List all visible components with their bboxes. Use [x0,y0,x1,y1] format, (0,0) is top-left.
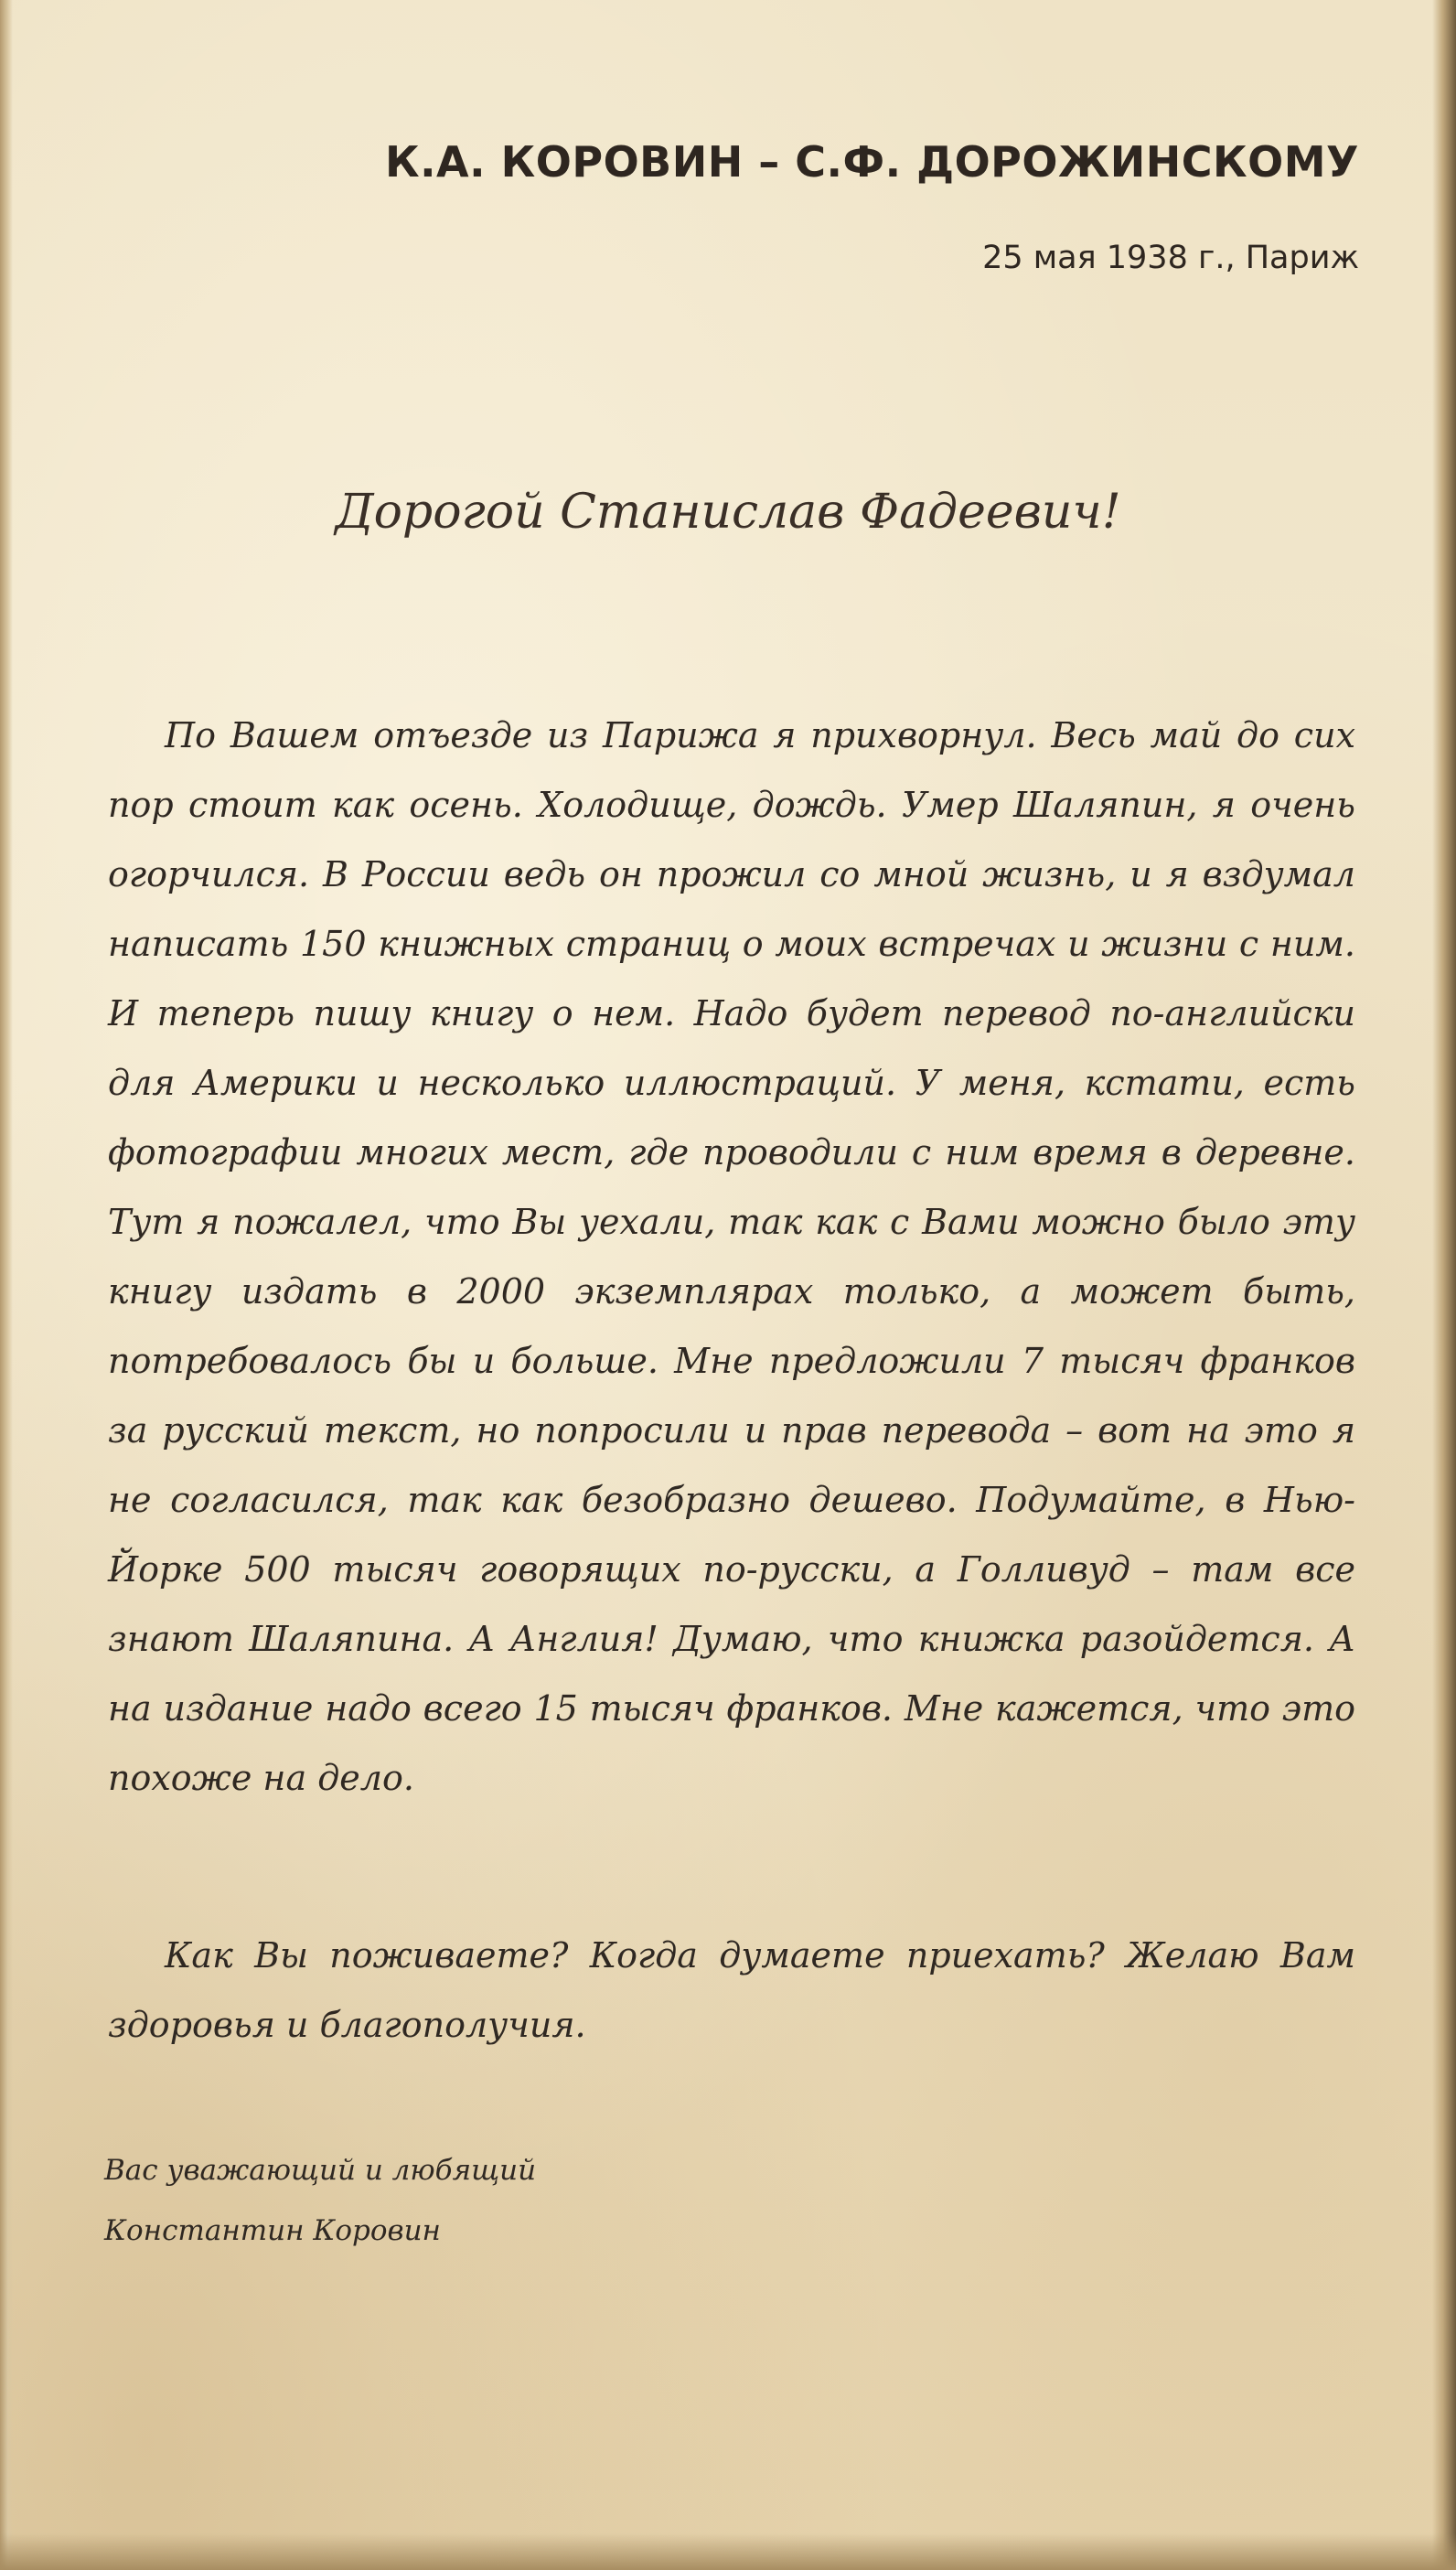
letter-signature: Константин Коровин [104,2214,441,2247]
letter-closing: Вас уважающий и любящий [104,2154,537,2187]
letter-date-place: 25 мая 1938 г., Париж [982,240,1359,276]
letter-paragraph: По Вашем отъезде из Парижа я прихворнул. Весь май до сих пор стоит как осень. Холодище, дождь. Умер Шаляпин, я очень огорчился. В России ведь он прожил со мной жизнь, и я вздумал написать 150 книжных страниц о моих встречах и жизни с ним. И теперь пишу книгу о нем. Надо будет перевод по-английски для Америки и несколько иллюстраций. У меня, кстати, есть фотографии многих мест, где проводили с ним время в деревне. Тут я пожалел, что Вы уехали, так как с Вами можно было эту книгу издать в 2000 экземплярах только, а может быть, потребовалось бы и больше. Мне предложили 7 тысяч франков за русский текст, но попросили и прав перевода – вот на это я не согласился, так как безобразно дешево. Подумайте, в Нью-Йорке 500 тысяч говорящих по-русски, а Голливуд – там все знают Шаляпина. А Англия! Думаю, что книжка разойдется. А на издание надо всего 15 тысяч франков. Мне кажется, что это похоже на дело. [108,715,1355,1798]
page-edge-left [0,0,13,2570]
letter-salutation: Дорогой Станислав Фадеевич! [335,485,1121,540]
letter-paragraph: Как Вы поживаете? Когда думаете приехать? Желаю Вам здоровья и благополучия. [108,1935,1355,2045]
page-edge-bottom [0,2533,1456,2570]
letter-signature-block [104,2140,536,2261]
page-edge-right [1432,0,1456,2570]
letter-title: К.А. КОРОВИН – С.Ф. ДОРОЖИНСКОМУ [384,137,1359,187]
